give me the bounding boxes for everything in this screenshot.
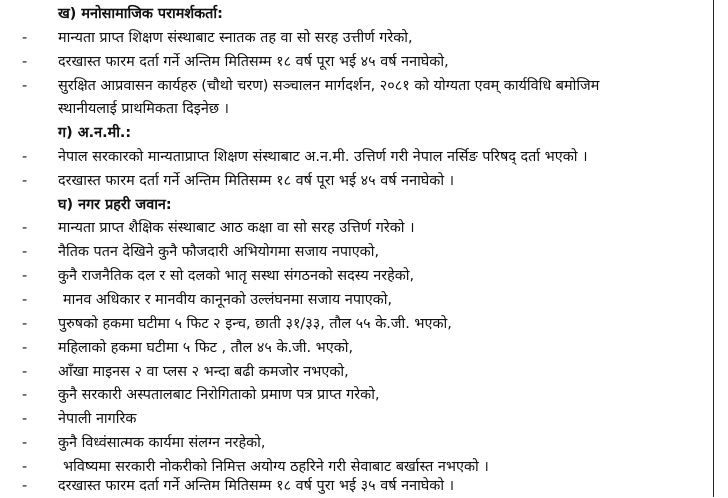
list-item-text: आँखा माइनस २ वा प्लस २ भन्दा बढी कमजोर नभएको, <box>58 364 349 380</box>
list-item <box>0 216 705 240</box>
bullet-dash: - <box>22 54 28 70</box>
list-item <box>0 360 705 384</box>
bullet-dash: - <box>22 244 28 260</box>
list-item-text: दरखास्त फारम दर्ता गर्ने अन्तिम मितिसम्म १८ वर्ष पूरा भई ४५ वर्ष ननाघेको । <box>58 173 455 189</box>
bullet-dash: - <box>22 340 28 356</box>
list-item <box>0 288 705 312</box>
bullet-dash: - <box>22 78 28 94</box>
list-item-text: दरखास्त फारम दर्ता गर्ने अन्तिम मितिसम्म १८ वर्ष पुरा भई ३५ वर्ष ननाघेको । <box>58 478 455 494</box>
list-item <box>0 74 705 98</box>
list-item <box>0 336 705 360</box>
list-item-text: नेपाली नागरिक <box>58 411 137 427</box>
bullet-dash: - <box>22 149 28 165</box>
list-item-text: नेपाल सरकारको मान्यताप्राप्त शिक्षण संस्थाबाट अ.न.मी. उत्तिर्ण गरी नेपाल नर्सिङ परिषद् दर्ता भएको । <box>58 149 588 165</box>
section-heading-text: ख) मनोसामाजिक परामर्शकर्ता: <box>58 6 223 22</box>
list-item <box>0 474 705 498</box>
list-item <box>0 169 705 193</box>
bullet-dash: - <box>22 387 28 403</box>
bullet-dash: - <box>22 268 28 284</box>
list-item-continuation <box>0 97 705 121</box>
bullet-dash: - <box>22 411 28 427</box>
bullet-dash: - <box>22 173 28 189</box>
list-item-text: महिलाको हकमा घटीमा ५ फिट , तौल ४५ के.जी. भएको, <box>58 340 354 356</box>
bullet-dash: - <box>22 292 28 308</box>
bullet-dash: - <box>22 435 28 451</box>
section-heading-text: घ) नगर प्रहरी जवान: <box>58 197 172 213</box>
bullet-dash: - <box>22 220 28 236</box>
section-heading <box>0 121 705 145</box>
list-item-text: कुनै राजनैतिक दल र सो दलको भातृ सस्था संगठनको सदस्य नरहेको, <box>58 268 415 284</box>
list-item-text: सुरक्षित आप्रवासन कार्यहरु (चौथो चरण) सञ्चालन मार्गदर्शन, २०८१ को योग्यता एवम् कार्यविधि बमोजिम <box>58 78 600 94</box>
list-item-text: मानव अधिकार र मानवीय कानूनको उल्लंघनमा सजाय नपाएको, <box>63 292 393 308</box>
list-item-text: भविष्यमा सरकारी नोकरीको निमित्त अयोग्य ठहरिने गरी सेवाबाट बर्खास्त नभएको । <box>63 459 489 475</box>
list-item <box>0 240 705 264</box>
section-heading-text: ग) अ.न.मी.: <box>58 125 132 141</box>
bullet-dash: - <box>22 316 28 332</box>
list-item-text: पुरुषको हकमा घटीमा ५ फिट २ इन्च, छाती ३१/३३, तौल ५५ के.जी. भएको, <box>58 316 452 332</box>
list-item <box>0 26 705 50</box>
list-item-text: नैतिक पतन देखिने कुनै फौजदारी अभियोगमा सजाय नपाएको, <box>58 244 380 260</box>
list-item <box>0 431 705 455</box>
list-item-text: मान्यता प्राप्त शिक्षण संस्थाबाट स्नातक तह वा सो सरह उत्तीर्ण गरेको, <box>58 30 413 46</box>
list-item <box>0 264 705 288</box>
list-item <box>0 145 705 169</box>
bullet-dash: - <box>22 459 28 475</box>
list-item-text: दरखास्त फारम दर्ता गर्ने अन्तिम मितिसम्म १८ वर्ष पूरा भई ४५ वर्ष ननाघेको, <box>58 54 449 70</box>
bullet-dash: - <box>22 478 28 494</box>
bullet-dash: - <box>22 364 28 380</box>
list-item <box>0 312 705 336</box>
section-heading <box>0 2 705 26</box>
list-item-text: मान्यता प्राप्त शैक्षिक संस्थाबाट आठ कक्षा वा सो सरह उत्तिर्ण गरेको । <box>58 220 415 236</box>
list-item-text: कुनै विध्वंसात्मक कार्यमा संलग्न नरहेको, <box>58 435 266 451</box>
section-heading <box>0 193 705 217</box>
list-item-continuation-text: स्थानीयलाई प्राथमिकता दिइनेछ । <box>58 101 229 117</box>
list-item <box>0 407 705 431</box>
list-item <box>0 50 705 74</box>
list-item <box>0 383 705 407</box>
bullet-dash: - <box>22 30 28 46</box>
list-item-text: कुनै सरकारी अस्पतालबाट निरोगिताको प्रमाण पत्र प्राप्त गरेको, <box>58 387 380 403</box>
